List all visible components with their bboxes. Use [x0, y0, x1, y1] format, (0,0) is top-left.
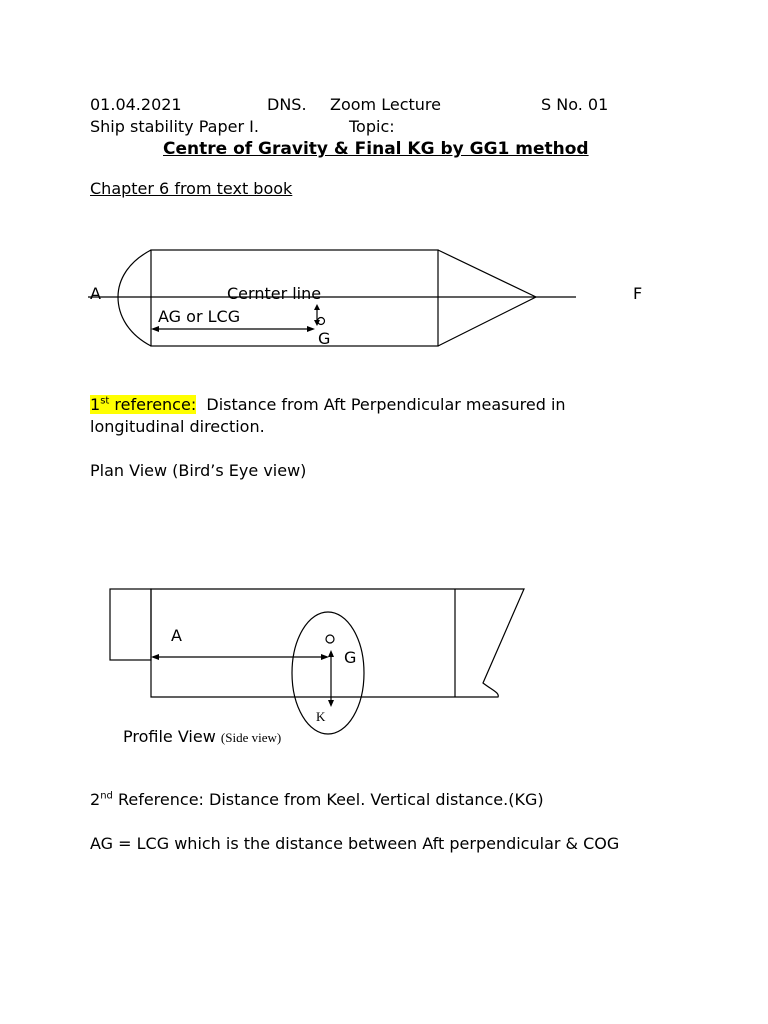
focus-ellipse	[292, 612, 364, 734]
profile-caption	[123, 727, 281, 748]
profile-g-point	[326, 635, 334, 643]
hull-profile	[151, 589, 524, 697]
ag-profile-arrowhead-right	[321, 654, 329, 660]
profile-caption-text: Profile View	[123, 727, 216, 746]
reference1-highlight: 1st reference:	[90, 395, 197, 414]
plan-label-a: A	[90, 284, 101, 303]
ag-profile-arrowhead-left	[151, 654, 159, 660]
profile-label-g: G	[344, 648, 357, 667]
plan-label-f: F	[633, 284, 643, 303]
author-initials: DNS.	[267, 95, 307, 114]
profile-label-k: K	[316, 709, 326, 724]
page-title: Centre of Gravity & Final KG by GG1 method	[163, 139, 589, 159]
subject: Ship stability Paper I.	[90, 117, 259, 136]
plan-label-ag: AG or LCG	[158, 307, 241, 326]
serial-number: S No. 01	[541, 95, 609, 114]
kg-arrowhead-up	[328, 650, 334, 657]
kg-arrowhead-down	[328, 700, 334, 707]
plan-label-centerline: Cernter line	[227, 284, 322, 303]
profile-caption-note: (Side view)	[220, 730, 282, 745]
definition-ag-lcg: AG = LCG which is the distance between Aft perpendicular & COG	[90, 834, 620, 853]
lecture-type: Zoom Lecture	[330, 95, 441, 114]
reference2: 2nd Reference: Distance from Keel. Vertical distance.(KG)	[90, 790, 544, 809]
date: 01.04.2021	[90, 95, 182, 114]
topic-label: Topic:	[349, 117, 395, 136]
profile-label-a: A	[171, 626, 182, 645]
rudder-box	[110, 589, 151, 660]
plan-view-caption: Plan View (Bird’s Eye view)	[90, 461, 307, 480]
plan-label-g: G	[318, 329, 331, 348]
reference1-text: Distance from Aft Perpendicular measured in	[206, 395, 566, 414]
reference1-line2: longitudinal direction.	[90, 417, 265, 436]
chapter-reference: Chapter 6 from text book	[90, 179, 293, 198]
